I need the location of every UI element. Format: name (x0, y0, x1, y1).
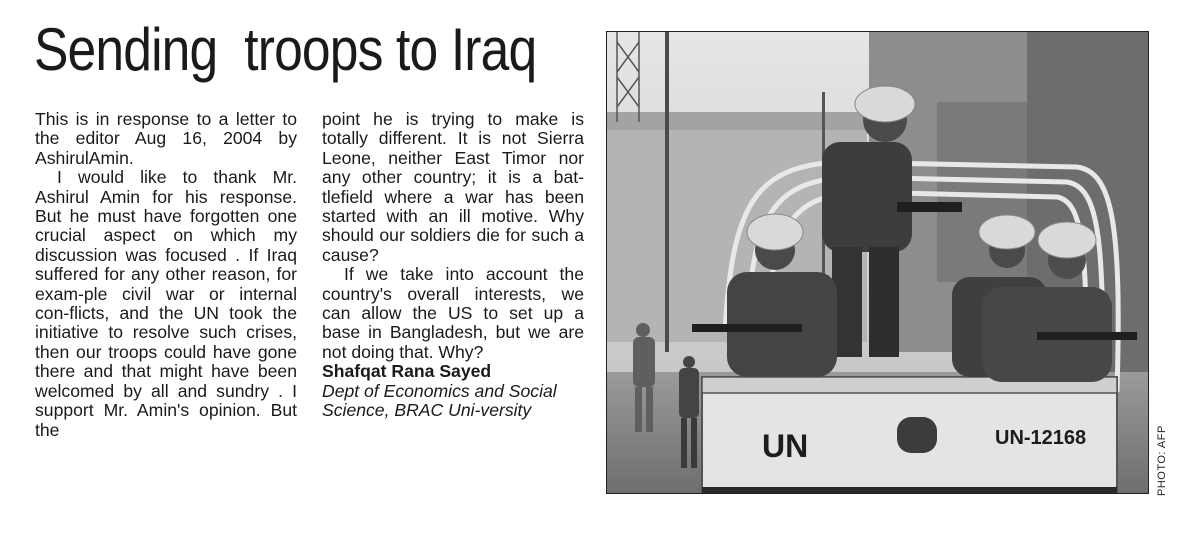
truck-marking-number: UN-12168 (995, 427, 1087, 449)
headline: Sending troops to Iraq (34, 16, 537, 83)
article-column-2 (322, 110, 584, 421)
author-name: Shafqat Rana Sayed (322, 361, 492, 382)
author-affiliation: Dept of Economics and Social Science, BRAC Uni-versity (322, 380, 557, 421)
photo-credit: PHOTO: AFP (1156, 425, 1168, 496)
news-photo (606, 31, 1149, 494)
letter-paragraph: If we take into account the country's overall interests, we can allow the US to set up a base in Bangladesh, but we are not doing that. Why? (322, 264, 584, 362)
letter-paragraph: I would like to thank Mr. Ashirul Amin for his response. But he must have forgotten one crucial aspect on which my discussion was focused . If Iraq suffered for any other reason, for exam-ple civil war or internal con-flicts, and the UN took the initiative to resolve such crises, then our troops could have gone there and that might have been welcomed by all and sundry . I support Mr. Amin's opinion. But the (35, 167, 297, 440)
letter-paragraph: point he is trying to make is totally different. It is not Sierra Leone, neither East Timor nor any other country; it is a bat-tlefield where a war has been started with an ill motive. Why should our soldiers die for such a cause? (322, 109, 584, 265)
truck-marking-un: UN (762, 428, 809, 464)
article-column-1 (35, 110, 297, 440)
letter-paragraph: This is in response to a letter to the editor Aug 16, 2004 by AshirulAmin. (35, 109, 297, 168)
